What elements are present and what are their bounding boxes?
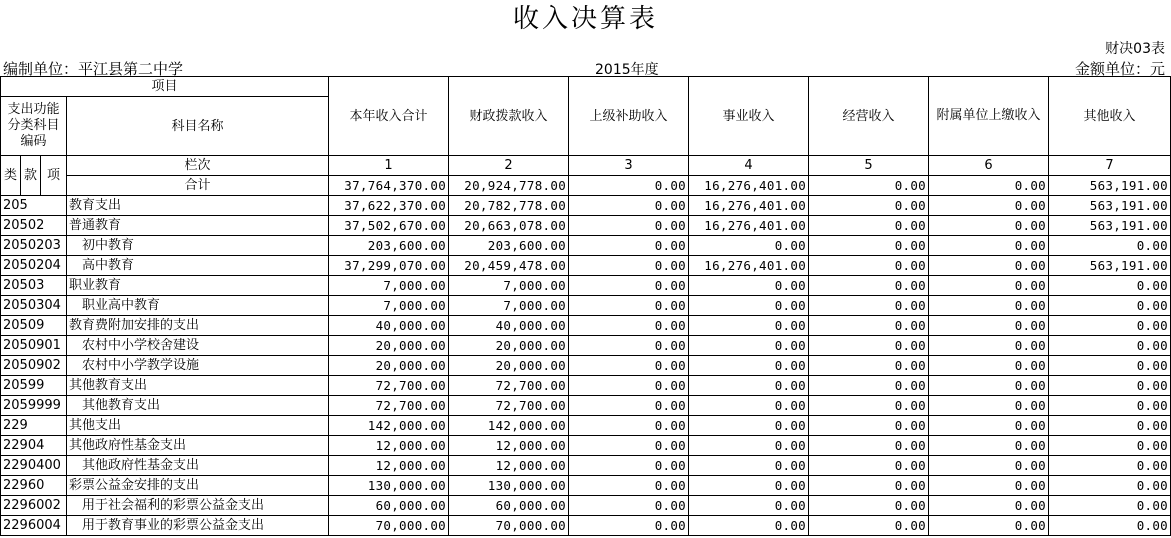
subject-code: 229 xyxy=(1,416,67,436)
amount-cell: 0.00 xyxy=(689,376,809,396)
subject-code: 20509 xyxy=(1,316,67,336)
amount-cell: 0.00 xyxy=(1049,356,1171,376)
amount-cell: 0.00 xyxy=(689,296,809,316)
amount-cell: 0.00 xyxy=(809,296,929,316)
amount-cell: 0.00 xyxy=(809,456,929,476)
amount-cell: 0.00 xyxy=(929,516,1049,536)
amount-cell: 0.00 xyxy=(929,496,1049,516)
amount-cell: 0.00 xyxy=(809,416,929,436)
subject-code: 22904 xyxy=(1,436,67,456)
amount-cell: 0.00 xyxy=(929,276,1049,296)
amount-cell: 0.00 xyxy=(569,476,689,496)
amount-cell: 20,782,778.00 xyxy=(449,196,569,216)
amount-cell: 0.00 xyxy=(929,416,1049,436)
table-row xyxy=(1,496,1171,516)
amount-cell: 0.00 xyxy=(809,316,929,336)
header-subject-name: 科目名称 xyxy=(67,97,329,156)
header-other-income: 其他收入 xyxy=(1049,77,1171,156)
total-cell: 0.00 xyxy=(569,176,689,196)
amount-cell: 0.00 xyxy=(689,276,809,296)
amount-cell: 37,622,370.00 xyxy=(329,196,449,216)
amount-cell: 130,000.00 xyxy=(329,476,449,496)
amount-cell: 72,700.00 xyxy=(329,376,449,396)
amount-cell: 0.00 xyxy=(569,356,689,376)
subject-code: 205 xyxy=(1,196,67,216)
amount-cell: 72,700.00 xyxy=(329,396,449,416)
amount-cell: 0.00 xyxy=(809,436,929,456)
amount-cell: 12,000.00 xyxy=(329,456,449,476)
subject-code: 2290400 xyxy=(1,456,67,476)
amount-cell: 37,299,070.00 xyxy=(329,256,449,276)
amount-cell: 563,191.00 xyxy=(1049,256,1171,276)
amount-cell: 130,000.00 xyxy=(449,476,569,496)
amount-cell: 0.00 xyxy=(809,256,929,276)
subject-name: 职业高中教育 xyxy=(67,296,329,316)
amount-cell: 0.00 xyxy=(929,196,1049,216)
table-row xyxy=(1,476,1171,496)
amount-cell: 0.00 xyxy=(689,456,809,476)
subject-code: 2296004 xyxy=(1,516,67,536)
amount-cell: 70,000.00 xyxy=(329,516,449,536)
subject-name: 其他政府性基金支出 xyxy=(67,456,329,476)
amount-cell: 0.00 xyxy=(569,516,689,536)
subject-code: 2050901 xyxy=(1,336,67,356)
subject-code: 20599 xyxy=(1,376,67,396)
total-cell: 37,764,370.00 xyxy=(329,176,449,196)
table-row xyxy=(1,516,1171,536)
header-code: 支出功能分类科目编码 xyxy=(1,97,67,156)
subject-name: 普通教育 xyxy=(67,216,329,236)
header-affiliate-income: 附属单位上缴收入 xyxy=(929,77,1049,156)
total-row-label: 合计 xyxy=(67,176,329,196)
amount-cell: 0.00 xyxy=(929,296,1049,316)
subject-name: 农村中小学校舍建设 xyxy=(67,336,329,356)
amount-cell: 0.00 xyxy=(809,236,929,256)
amount-cell: 0.00 xyxy=(689,516,809,536)
amount-cell: 0.00 xyxy=(809,376,929,396)
amount-cell: 0.00 xyxy=(569,216,689,236)
amount-cell: 40,000.00 xyxy=(329,316,449,336)
amount-cell: 0.00 xyxy=(1049,376,1171,396)
column-number: 5 xyxy=(809,156,929,176)
amount-cell: 0.00 xyxy=(569,416,689,436)
table-row xyxy=(1,196,1171,216)
amount-cell: 0.00 xyxy=(1049,236,1171,256)
amount-cell: 0.00 xyxy=(929,376,1049,396)
amount-cell: 142,000.00 xyxy=(449,416,569,436)
header-lei: 类 xyxy=(1,156,21,196)
subject-name: 教育费附加安排的支出 xyxy=(67,316,329,336)
subject-code: 2050304 xyxy=(1,296,67,316)
table-row xyxy=(1,456,1171,476)
table-row xyxy=(1,336,1171,356)
amount-cell: 0.00 xyxy=(1049,476,1171,496)
total-cell: 20,924,778.00 xyxy=(449,176,569,196)
subject-name: 初中教育 xyxy=(67,236,329,256)
amount-cell: 0.00 xyxy=(569,336,689,356)
amount-cell: 7,000.00 xyxy=(449,276,569,296)
amount-cell: 0.00 xyxy=(809,396,929,416)
amount-cell: 0.00 xyxy=(809,196,929,216)
organization-label: 编制单位：平江县第二中学 xyxy=(3,60,184,78)
total-cell: 0.00 xyxy=(809,176,929,196)
amount-cell: 20,000.00 xyxy=(449,336,569,356)
amount-cell: 0.00 xyxy=(689,416,809,436)
amount-cell: 0.00 xyxy=(1049,496,1171,516)
amount-cell: 0.00 xyxy=(929,436,1049,456)
header-business-income: 事业收入 xyxy=(689,77,809,156)
subject-name: 农村中小学教学设施 xyxy=(67,356,329,376)
amount-cell: 0.00 xyxy=(689,336,809,356)
subject-code: 20502 xyxy=(1,216,67,236)
amount-cell: 0.00 xyxy=(809,476,929,496)
amount-cell: 60,000.00 xyxy=(449,496,569,516)
column-number: 7 xyxy=(1049,156,1171,176)
amount-cell: 0.00 xyxy=(1049,396,1171,416)
subject-name: 其他政府性基金支出 xyxy=(67,436,329,456)
table-row xyxy=(1,416,1171,436)
table-number: 财决03表 xyxy=(1105,41,1165,57)
column-number: 3 xyxy=(569,156,689,176)
amount-cell: 7,000.00 xyxy=(449,296,569,316)
amount-cell: 0.00 xyxy=(929,236,1049,256)
amount-cell: 0.00 xyxy=(689,476,809,496)
header-xiang: 项 xyxy=(41,156,67,196)
amount-cell: 0.00 xyxy=(929,476,1049,496)
amount-cell: 142,000.00 xyxy=(329,416,449,436)
amount-cell: 20,000.00 xyxy=(329,356,449,376)
amount-cell: 0.00 xyxy=(569,456,689,476)
table-row xyxy=(1,236,1171,256)
amount-cell: 12,000.00 xyxy=(449,456,569,476)
table-row xyxy=(1,296,1171,316)
column-number: 2 xyxy=(449,156,569,176)
subject-name: 教育支出 xyxy=(67,196,329,216)
subject-name: 高中教育 xyxy=(67,256,329,276)
amount-cell: 20,000.00 xyxy=(329,336,449,356)
amount-cell: 0.00 xyxy=(689,496,809,516)
subject-name: 职业教育 xyxy=(67,276,329,296)
amount-cell: 0.00 xyxy=(929,316,1049,336)
column-number: 6 xyxy=(929,156,1049,176)
subject-name: 其他支出 xyxy=(67,416,329,436)
amount-cell: 0.00 xyxy=(1049,456,1171,476)
table-row xyxy=(1,256,1171,276)
amount-cell: 0.00 xyxy=(929,216,1049,236)
amount-cell: 0.00 xyxy=(569,376,689,396)
amount-cell: 0.00 xyxy=(929,336,1049,356)
amount-cell: 0.00 xyxy=(809,356,929,376)
amount-cell: 37,502,670.00 xyxy=(329,216,449,236)
amount-cell: 0.00 xyxy=(809,276,929,296)
subject-name: 其他教育支出 xyxy=(67,376,329,396)
amount-cell: 70,000.00 xyxy=(449,516,569,536)
amount-cell: 0.00 xyxy=(689,236,809,256)
amount-cell: 20,459,478.00 xyxy=(449,256,569,276)
amount-cell: 0.00 xyxy=(929,356,1049,376)
subject-name: 用于教育事业的彩票公益金支出 xyxy=(67,516,329,536)
amount-cell: 0.00 xyxy=(569,276,689,296)
amount-cell: 0.00 xyxy=(569,296,689,316)
subject-code: 2296002 xyxy=(1,496,67,516)
amount-cell: 0.00 xyxy=(809,496,929,516)
amount-cell: 0.00 xyxy=(1049,436,1171,456)
table-row xyxy=(1,316,1171,336)
header-fiscal-income: 财政拨款收入 xyxy=(449,77,569,156)
amount-cell: 0.00 xyxy=(1049,516,1171,536)
amount-cell: 16,276,401.00 xyxy=(689,216,809,236)
amount-cell: 7,000.00 xyxy=(329,276,449,296)
amount-cell: 0.00 xyxy=(689,316,809,336)
subject-name: 其他教育支出 xyxy=(67,396,329,416)
total-cell: 563,191.00 xyxy=(1049,176,1171,196)
subject-code: 22960 xyxy=(1,476,67,496)
amount-cell: 0.00 xyxy=(809,216,929,236)
total-cell: 0.00 xyxy=(929,176,1049,196)
amount-cell: 563,191.00 xyxy=(1049,196,1171,216)
amount-cell: 12,000.00 xyxy=(329,436,449,456)
amount-cell: 20,000.00 xyxy=(449,356,569,376)
fiscal-year: 2015年度 xyxy=(595,62,659,78)
header-operation-income: 经营收入 xyxy=(809,77,929,156)
table-row xyxy=(1,356,1171,376)
amount-cell: 0.00 xyxy=(929,256,1049,276)
amount-cell: 16,276,401.00 xyxy=(689,196,809,216)
amount-cell: 60,000.00 xyxy=(329,496,449,516)
subject-name: 用于社会福利的彩票公益金支出 xyxy=(67,496,329,516)
amount-cell: 0.00 xyxy=(1049,296,1171,316)
amount-cell: 0.00 xyxy=(809,336,929,356)
table-row xyxy=(1,436,1171,456)
subject-code: 2050203 xyxy=(1,236,67,256)
table-row xyxy=(1,376,1171,396)
amount-cell: 0.00 xyxy=(569,316,689,336)
amount-cell: 0.00 xyxy=(929,456,1049,476)
amount-cell: 0.00 xyxy=(1049,336,1171,356)
amount-cell: 0.00 xyxy=(569,256,689,276)
amount-cell: 0.00 xyxy=(569,496,689,516)
currency-unit: 金额单位：元 xyxy=(1074,60,1165,78)
header-lanci: 栏次 xyxy=(67,156,329,176)
subject-code: 2050204 xyxy=(1,256,67,276)
amount-cell: 16,276,401.00 xyxy=(689,256,809,276)
amount-cell: 0.00 xyxy=(569,196,689,216)
amount-cell: 203,600.00 xyxy=(329,236,449,256)
amount-cell: 0.00 xyxy=(689,356,809,376)
header-item: 项目 xyxy=(1,77,329,97)
header-total-income: 本年收入合计 xyxy=(329,77,449,156)
amount-cell: 12,000.00 xyxy=(449,436,569,456)
amount-cell: 0.00 xyxy=(1049,276,1171,296)
subject-name: 彩票公益金安排的支出 xyxy=(67,476,329,496)
amount-cell: 0.00 xyxy=(569,436,689,456)
table-row xyxy=(1,276,1171,296)
amount-cell: 0.00 xyxy=(569,236,689,256)
amount-cell: 72,700.00 xyxy=(449,396,569,416)
amount-cell: 40,000.00 xyxy=(449,316,569,336)
amount-cell: 72,700.00 xyxy=(449,376,569,396)
header-superior-subsidy: 上级补助收入 xyxy=(569,77,689,156)
amount-cell: 0.00 xyxy=(569,396,689,416)
amount-cell: 0.00 xyxy=(689,436,809,456)
total-cell: 16,276,401.00 xyxy=(689,176,809,196)
column-number: 1 xyxy=(329,156,449,176)
amount-cell: 563,191.00 xyxy=(1049,216,1171,236)
amount-cell: 0.00 xyxy=(1049,316,1171,336)
subject-code: 20503 xyxy=(1,276,67,296)
table-row xyxy=(1,396,1171,416)
amount-cell: 203,600.00 xyxy=(449,236,569,256)
column-number: 4 xyxy=(689,156,809,176)
header-kuan: 款 xyxy=(21,156,41,196)
amount-cell: 0.00 xyxy=(809,516,929,536)
amount-cell: 0.00 xyxy=(689,396,809,416)
table-row xyxy=(1,216,1171,236)
amount-cell: 7,000.00 xyxy=(329,296,449,316)
income-table xyxy=(0,76,1171,536)
subject-code: 2050902 xyxy=(1,356,67,376)
report-title: 收入决算表 xyxy=(512,4,658,34)
subject-code: 2059999 xyxy=(1,396,67,416)
amount-cell: 0.00 xyxy=(1049,416,1171,436)
amount-cell: 0.00 xyxy=(929,396,1049,416)
amount-cell: 20,663,078.00 xyxy=(449,216,569,236)
